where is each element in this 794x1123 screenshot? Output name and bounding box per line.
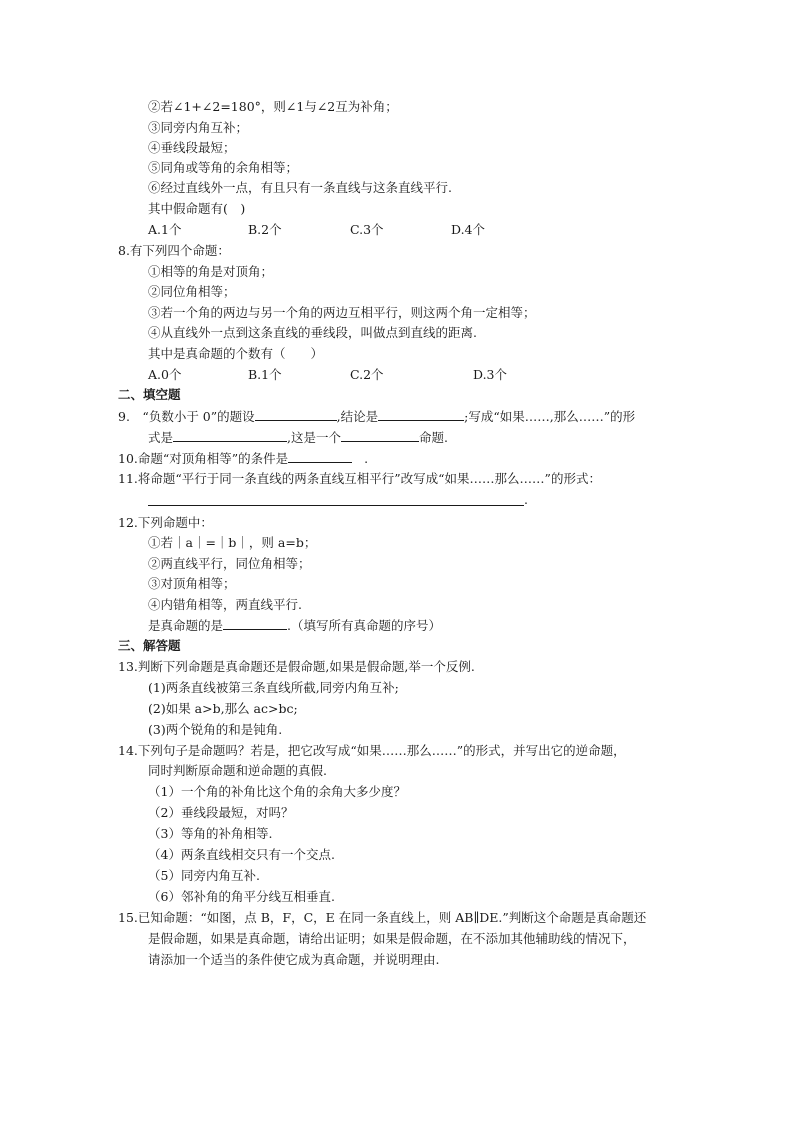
q10-blank-condition[interactable]: [288, 450, 352, 463]
q14-item-3: （3）等角的补角相等.: [148, 826, 273, 841]
q8-prompt: 其中是真命题的个数有（ ）: [148, 346, 324, 361]
q7-item-6: ⑥经过直线外一点，有且只有一条直线与这条直线平行.: [148, 180, 452, 195]
q15-line-2: 是假命题，如果是真命题，请给出证明；如果是假命题，在不添加其他辅助线的情况下，: [148, 931, 636, 946]
q15-line-3: 请添加一个适当的条件使它成为真命题，并说明理由.: [148, 952, 440, 967]
q10-line: [118, 450, 368, 467]
q8-option-d: D.3个: [473, 367, 508, 382]
q9-text-5: ,这是一个: [287, 430, 341, 445]
q8-option-b: B.1个: [248, 367, 282, 382]
section-fill-in-title: 二、填空题: [118, 387, 181, 402]
q9-blank-premise[interactable]: [255, 408, 337, 421]
q9-blank-form[interactable]: [173, 429, 287, 442]
q10-text-2: .: [364, 451, 369, 466]
q14-item-4: （4）两条直线相交只有一个交点.: [148, 847, 335, 862]
q9-blank-type[interactable]: [341, 429, 419, 442]
q13-item-1: (1)两条直线被第三条直线所截,同旁内角互补;: [148, 680, 399, 695]
q8-item-3: ③若一个角的两边与另一个角的两边互相平行，则这两个角一定相等；: [148, 305, 536, 320]
q12-prompt-b: .（填写所有真命题的序号）: [287, 618, 441, 633]
q12-prompt: [148, 617, 441, 634]
q13-item-3: (3)两个锐角的和是钝角.: [148, 722, 283, 737]
q9-text-2: ,结论是: [336, 409, 379, 424]
q13-stem: 13.判断下列命题是真命题还是假命题,如果是假命题,举一个反例.: [118, 659, 475, 674]
q14-item-1: （1）一个角的补角比这个角的余角大多少度？: [148, 784, 406, 799]
q9-line-2: [148, 429, 448, 446]
q9-text-3: ;写成“如果……,那么……”的形: [464, 409, 636, 424]
q7-item-2: ②若∠1+∠2=180°，则∠1与∠2互为补角；: [148, 99, 398, 114]
q8-stem: 8.有下列四个命题：: [118, 243, 230, 258]
q12-prompt-a: 是真命题的是: [148, 618, 224, 633]
q8-item-4: ④从直线外一点到这条直线的垂线段，叫做点到直线的距离.: [148, 325, 477, 340]
q8-option-a: A.0个: [148, 367, 182, 382]
q11-end: .: [524, 492, 528, 507]
q8-item-2: ②同位角相等；: [148, 284, 236, 299]
q9-blank-conclusion[interactable]: [378, 408, 464, 421]
q12-item-4: ④内错角相等，两直线平行.: [148, 597, 302, 612]
q12-item-1: ①若｜a｜=｜b｜，则 a=b；: [148, 535, 317, 550]
q14-stem-line-2: 同时判断原命题和逆命题的真假.: [148, 763, 327, 778]
q12-item-3: ③对顶角相等；: [148, 576, 236, 591]
q7-item-4: ④垂线段最短；: [148, 140, 236, 155]
q9-text-1: 9. “负数小于 0”的题设: [118, 409, 255, 424]
q8-option-c: C.2个: [350, 367, 384, 382]
q7-option-a: A.1个: [148, 222, 182, 237]
q12-blank-answer[interactable]: [223, 617, 287, 630]
q11-text: 11.将命题“平行于同一条直线的两条直线互相平行”改写成“如果……那么……”的形式：: [118, 471, 601, 486]
q12-item-2: ②两直线平行，同位角相等；: [148, 556, 311, 571]
q10-text-1: 10.命题“对顶角相等”的条件是: [118, 451, 289, 466]
q7-prompt: 其中假命题有( ): [148, 201, 246, 216]
q14-item-2: （2）垂线段最短，对吗？: [148, 805, 294, 820]
q7-option-b: B.2个: [248, 222, 282, 237]
q9-text-6: 命题.: [419, 430, 448, 445]
q8-item-1: ①相等的角是对顶角；: [148, 264, 274, 279]
q15-line-1: 15.已知命题：“如图，点 B，F，C，E 在同一条直线上，则 AB∥DE.”判断这个命题是真命题还: [118, 910, 647, 925]
q7-option-c: C.3个: [350, 222, 384, 237]
q13-item-2: (2)如果 a>b,那么 ac>bc;: [148, 701, 298, 716]
q9-text-4: 式是: [148, 430, 174, 445]
q14-item-5: （5）同旁内角互补.: [148, 868, 260, 883]
section-solve-title: 三、解答题: [118, 638, 181, 653]
q7-item-5: ⑤同角或等角的余角相等；: [148, 160, 299, 175]
q7-option-d: D.4个: [451, 222, 486, 237]
q9-line-1: [118, 408, 635, 425]
q11-answer-line[interactable]: [148, 505, 524, 506]
q7-item-3: ③同旁内角互补；: [148, 120, 249, 135]
q14-stem-line-1: 14.下列句子是命题吗？若是，把它改写成“如果……那么……”的形式，并写出它的逆命题，: [118, 743, 626, 758]
q14-item-6: （6）邻补角的角平分线互相垂直.: [148, 889, 335, 904]
q12-stem: 12.下列命题中：: [118, 515, 213, 530]
